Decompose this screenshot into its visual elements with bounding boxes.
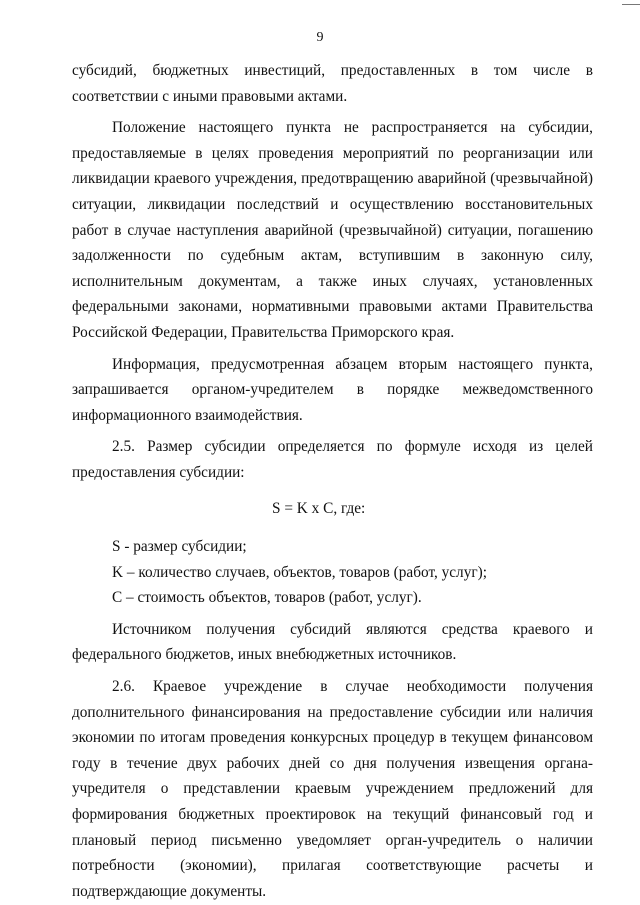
document-body — [72, 58, 593, 904]
paragraph-exceptions: Положение настоящего пункта не распространяется на субсидии, предоставляемые в целях проведения мероприятий по реорганизации или ликвидации краевого учреждения, предотвращению аварийной (чрезвычайной) ситуации, ликвидации последствий и осуществлению восстановительных работ в случае наступления аварийной (чрезвычайной) ситуации, погашению задолженности по судебным актам, вступившим в законную силу, исполнительным документам, а также иных случаях, установленных федеральными законами, нормативными правовыми актами Правительства Российской Федерации, Правительства Приморского края. — [72, 119, 593, 341]
paragraph-2-6-additional-funding: 2.6. Краевое учреждение в случае необходимости получения дополнительного финансирования на предоставление субсидии или наличия экономии по итогам проведения конкурсных процедур в текущем финансовом году в течение двух рабочих дней со дня получения извещения органа-учредителя о представлении краевым учреждением предложений для формирования бюджетных проектировок на текущий финансовый год и плановый период письменно уведомляет орган-учредитель о наличии потребности (экономии), прилагая соответствующие расчеты и подтверждающие документы. — [72, 678, 593, 900]
paragraph-continuation: субсидий, бюджетных инвестиций, предоставленных в том числе в соответствии с иными правовыми актами. — [72, 62, 593, 105]
page-number: 9 — [316, 30, 324, 45]
definition-k: K – количество случаев, объектов, товаров (работ, услуг); — [112, 563, 487, 581]
corner-scan-mark — [622, 4, 640, 5]
paragraph-information-request: Информация, предусмотренная абзацем вторым настоящего пункта, запрашивается органом-учредителем в порядке межведомственного информационного взаимодействия. — [72, 355, 593, 424]
subsidy-formula: S = K x C, где: — [272, 499, 366, 517]
paragraph-2-5-subsidy-size: 2.5. Размер субсидии определяется по формуле исходя из целей предоставления субсидии: — [72, 438, 593, 481]
paragraph-funding-sources: Источником получения субсидий являются средства краевого и федерального бюджетов, иных внебюджетных источников. — [72, 620, 593, 664]
definition-s: S - размер субсидии; — [112, 538, 247, 556]
definition-c: C – стоимость объектов, товаров (работ, услуг). — [112, 589, 422, 607]
